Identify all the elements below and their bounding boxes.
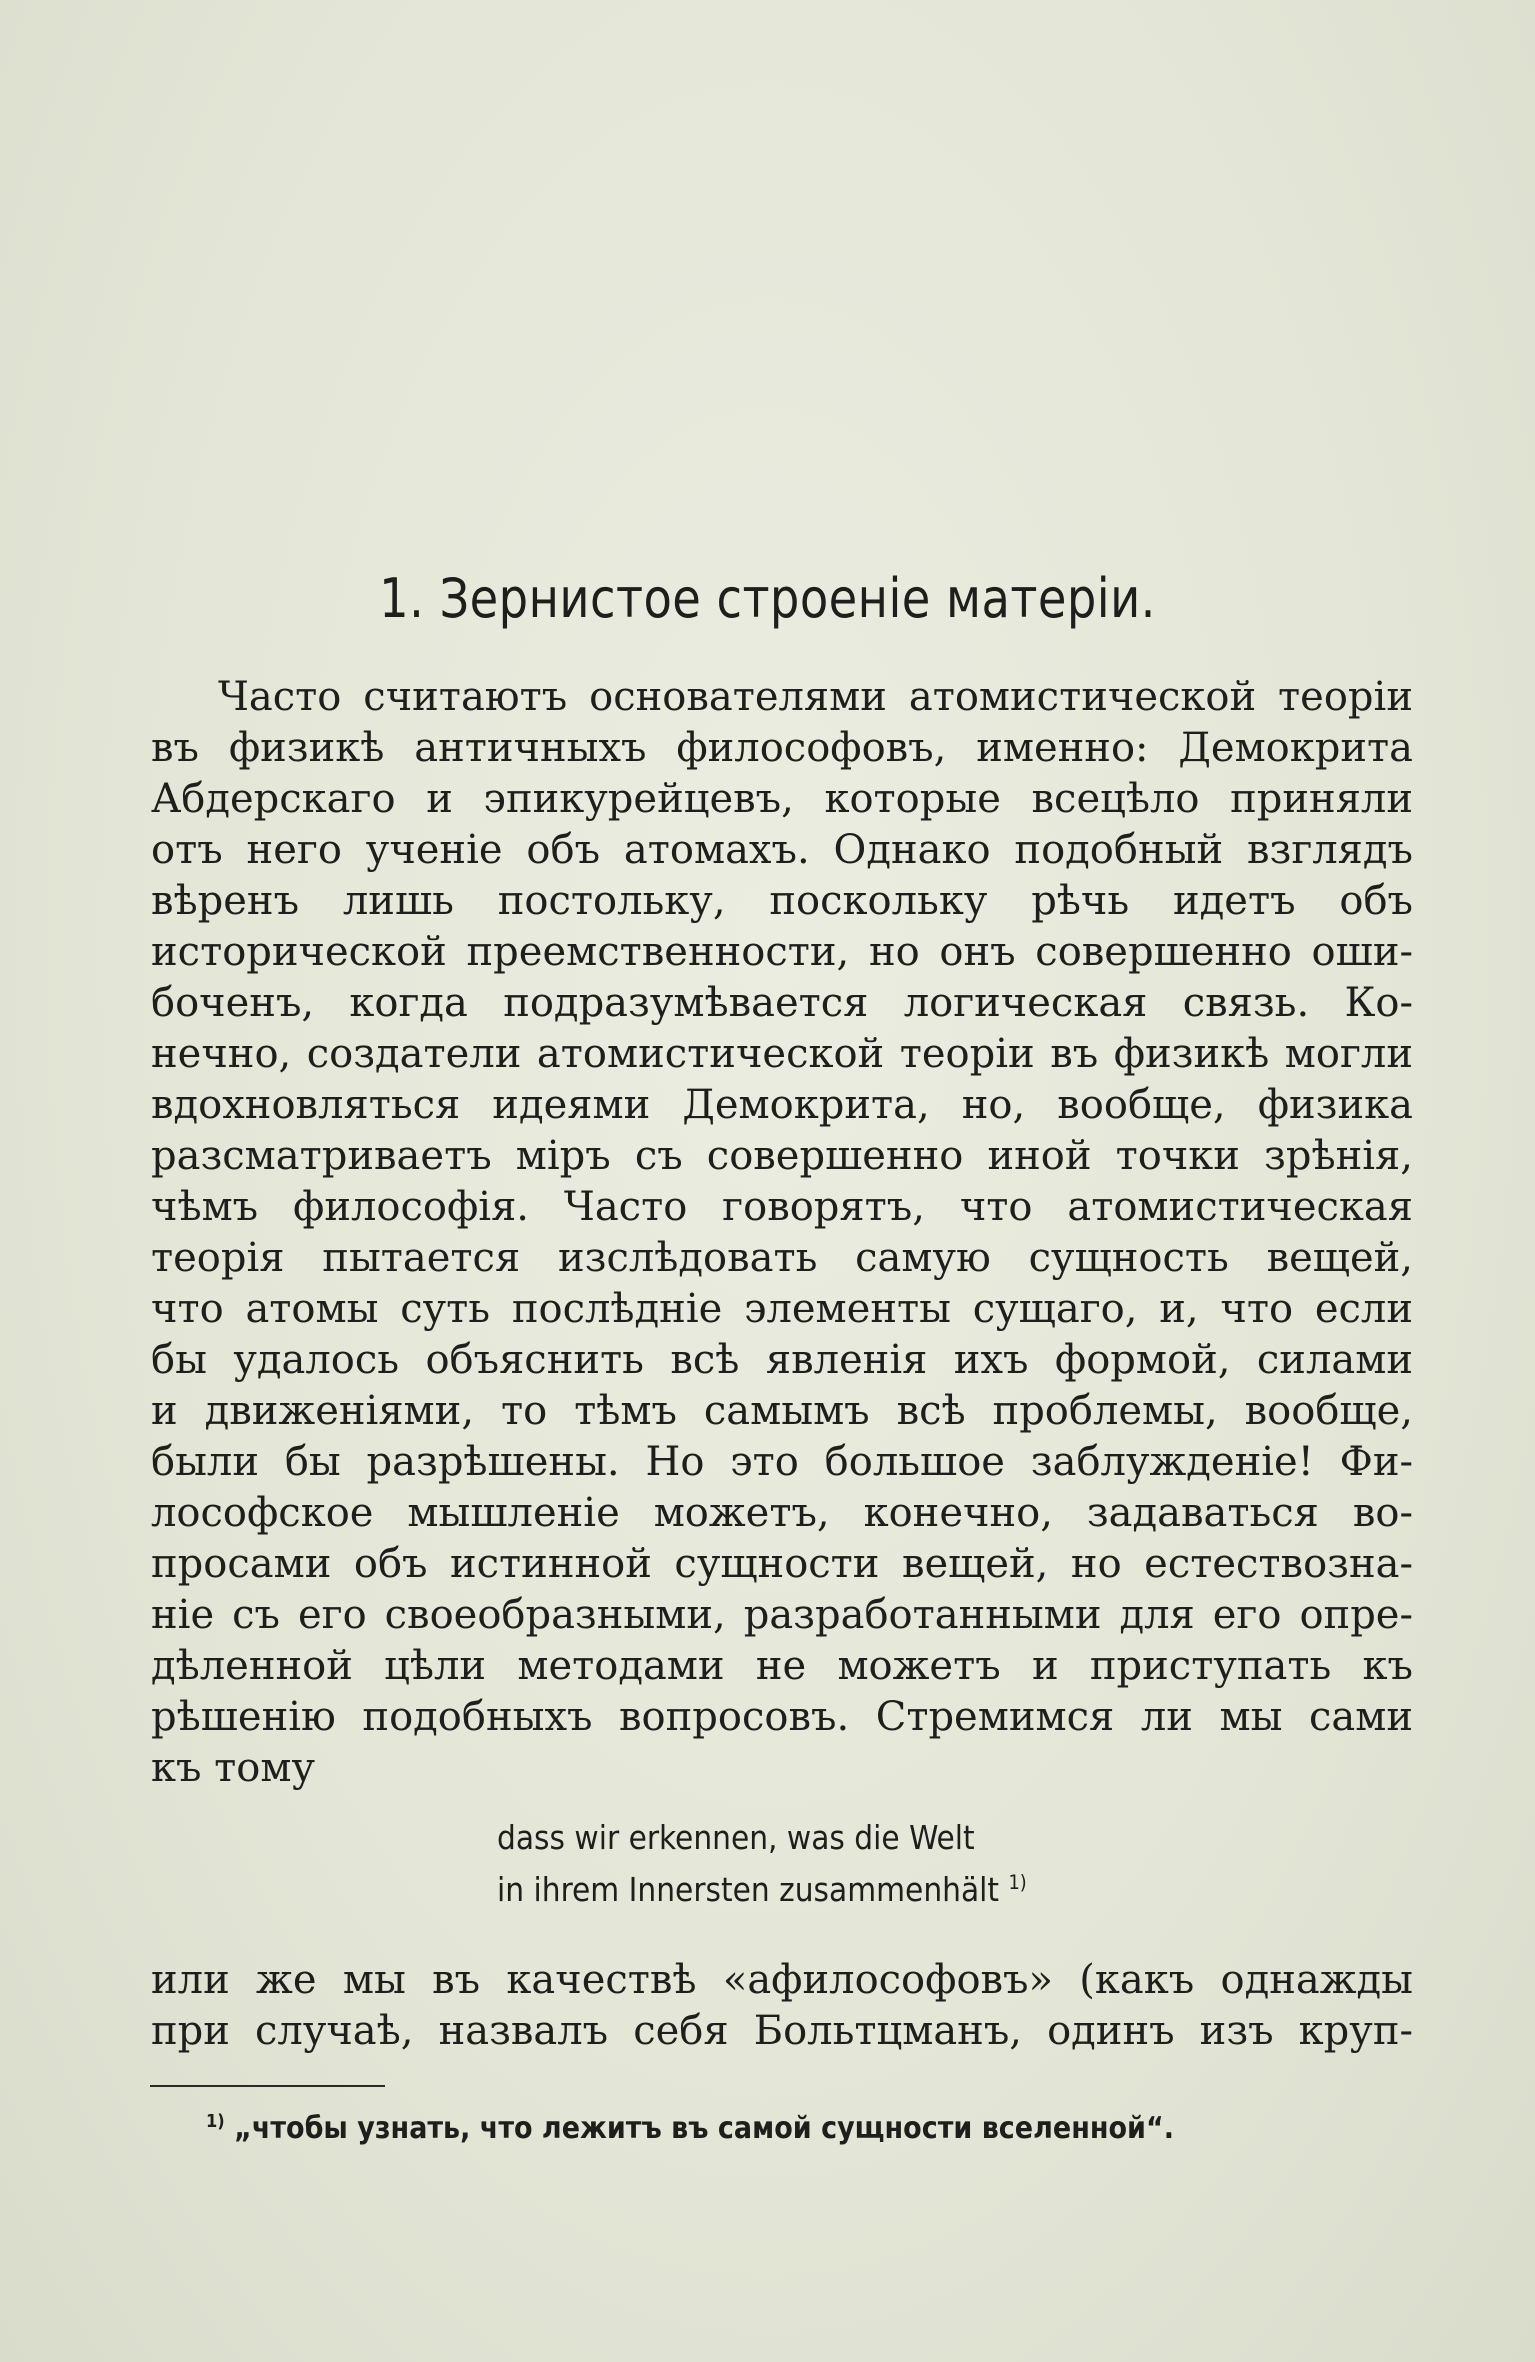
footnote-divider — [150, 2085, 385, 2087]
footnote-text: „чтобы узнать, что лежитъ въ самой сущности вселенной“. — [234, 2111, 1174, 2146]
text-line: рѣшенію подобныхъ вопросовъ. Стремимся ли мы сами — [151, 1694, 1413, 1740]
text-line: теорія пытается изслѣдовать самую сущность вещей, — [151, 1235, 1413, 1281]
text-line: Абдерскаго и эпикурейцевъ, которые всецѣло приняли — [151, 776, 1413, 822]
quote-line — [497, 1864, 1197, 1916]
quote-line: dass wir erkennen, was die Welt — [497, 1818, 975, 1857]
text-line: чѣмъ философія. Часто говорятъ, что атомистическая — [151, 1184, 1413, 1230]
text-line: вѣренъ лишь постольку, поскольку рѣчь идетъ объ — [151, 878, 1413, 924]
text-line: дѣленной цѣли методами не можетъ и приступать къ — [151, 1643, 1413, 1689]
text-line: или же мы въ качествѣ «афилософовъ» (какъ однажды — [151, 1957, 1413, 2003]
text-line: и движеніями, то тѣмъ самымъ всѣ проблемы, вообще, — [151, 1388, 1413, 1434]
text-line: нечно, создатели атомистической теоріи въ физикѣ могли — [151, 1031, 1413, 1077]
text-line: что атомы суть послѣдніе элементы сущаго, и, что если — [151, 1286, 1413, 1332]
text-line: ніе съ его своеобразными, разработанными для его опре- — [151, 1592, 1413, 1638]
footnote — [206, 2107, 1174, 2151]
text-line: были бы разрѣшены. Но это большое заблужденіе! Фи- — [151, 1439, 1413, 1485]
text-line: къ тому — [151, 1745, 316, 1791]
text-line: разсматриваетъ міръ съ совершенно иной точки зрѣнія, — [151, 1133, 1413, 1179]
text-line: просами объ истинной сущности вещей, но естествозна- — [151, 1541, 1413, 1587]
text-line: лософское мышленіе можетъ, конечно, задаваться во- — [151, 1490, 1413, 1536]
text-line: при случаѣ, назвалъ себя Больтцманъ, одинъ изъ круп- — [151, 2008, 1413, 2054]
quote-text: in ihrem Innersten zusammenhält — [497, 1870, 1000, 1909]
footnote-reference: 1) — [1008, 1871, 1027, 1894]
text-line: боченъ, когда подразумѣвается логическая связь. Ко- — [151, 980, 1413, 1026]
chapter-title: 1. Зернистое строеніе матеріи. — [379, 567, 1156, 630]
footnote-mark: 1) — [206, 2111, 225, 2132]
text-line: бы удалось объяснить всѣ явленія ихъ формой, силами — [151, 1337, 1413, 1383]
text-line: въ физикѣ античныхъ философовъ, именно: Демокрита — [151, 725, 1413, 771]
text-line: Часто считаютъ основателями атомистической теоріи — [218, 674, 1413, 720]
text-line: вдохновляться идеями Демокрита, но, вообще, физика — [151, 1082, 1413, 1128]
text-line: отъ него ученіе объ атомахъ. Однако подобный взглядъ — [151, 827, 1413, 873]
text-line: исторической преемственности, но онъ совершенно оши- — [151, 929, 1413, 975]
